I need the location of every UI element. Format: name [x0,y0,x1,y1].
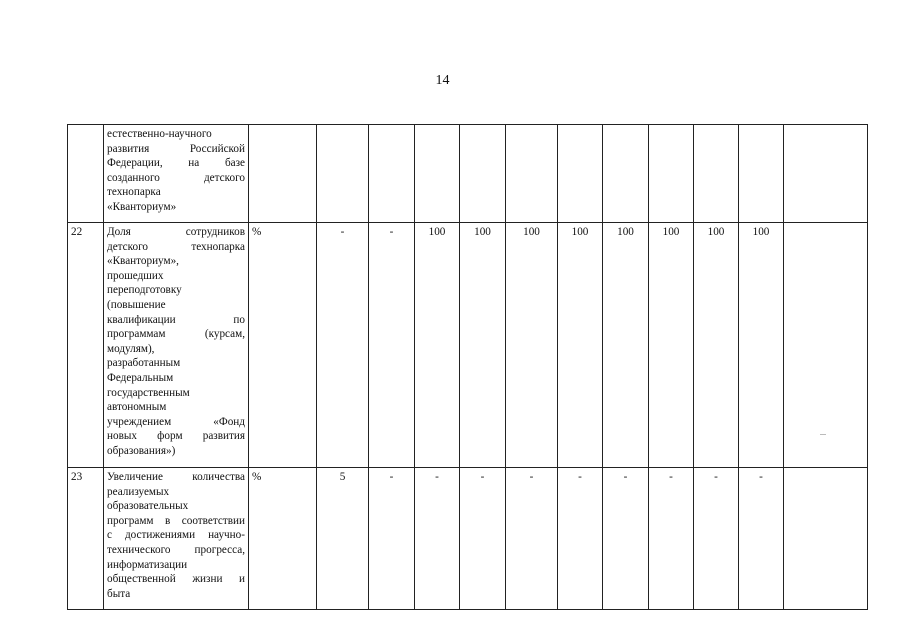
value-cell [784,223,868,468]
value-cell: 100 [558,223,603,468]
description-line: модулям), [107,342,155,355]
indicators-table [67,124,868,610]
row-number: 23 [68,468,104,610]
value-cell: - [558,468,603,610]
unit-cell: % [249,223,317,468]
description-line: программам (курсам, [107,328,245,341]
value-cell [784,125,868,223]
description-line: «Кванториум», [107,255,179,268]
indicator-description [104,125,249,223]
value-cell [649,125,694,223]
description-line: общественной жизни и [107,573,245,586]
value-cell: 100 [460,223,506,468]
description-line: реализуемых [107,485,170,498]
value-cell: 100 [694,223,739,468]
description-line: программ в соответствии [107,514,245,527]
value-cell [369,125,415,223]
description-line: быта [107,587,131,600]
value-cell: 100 [603,223,649,468]
value-cell: - [369,223,415,468]
table-row [68,223,868,468]
description-line: Федерации, на базе [107,157,245,170]
value-cell: 100 [415,223,460,468]
value-cell: - [415,468,460,610]
table-row [68,468,868,610]
indicator-description [104,223,249,468]
description-line: новых форм развития [107,430,245,443]
value-cell [784,468,868,610]
description-line: Федеральным [107,371,174,384]
row-number: 22 [68,223,104,468]
description-line: образовательных [107,500,189,513]
description-line: разработанным [107,357,181,370]
value-cell: - [369,468,415,610]
description-line: Доля сотрудников [107,226,245,238]
description-line: технопарка [107,186,161,199]
description-line: созданного детского [107,171,245,184]
description-line: естественно-научного [107,128,212,140]
description-line: переподготовку [107,284,182,297]
value-cell: 5 [317,468,369,610]
description-line: детского технопарка [107,240,245,253]
row-number [68,125,104,223]
value-cell: 100 [506,223,558,468]
unit-cell: % [249,468,317,610]
unit-cell [249,125,317,223]
description-line: «Кванториум» [107,200,177,213]
value-cell [739,125,784,223]
value-cell [415,125,460,223]
table-row [68,125,868,223]
page-number: 14 [435,73,450,88]
description-line: развития Российской [107,142,245,155]
value-cell: - [739,468,784,610]
value-cell: - [649,468,694,610]
value-cell: 100 [649,223,694,468]
value-cell: 100 [739,223,784,468]
description-line: с достижениями научно- [107,529,245,542]
description-line: прошедших [107,269,164,282]
description-line: технического прогресса, [107,543,245,556]
value-cell [506,125,558,223]
value-cell: - [460,468,506,610]
value-cell [460,125,506,223]
value-cell: - [694,468,739,610]
value-cell [558,125,603,223]
value-cell: - [317,223,369,468]
value-cell [694,125,739,223]
description-line: автономным [107,401,167,414]
value-cell: - [506,468,558,610]
description-line: (повышение [107,298,166,311]
description-line: квалификации по [107,313,245,326]
description-line: государственным [107,386,190,399]
table-body [68,125,868,610]
description-line: учреждением «Фонд [107,415,245,428]
description-line: Увеличение количества [107,471,245,483]
description-line: образования») [107,444,176,457]
description-line: информатизации [107,558,188,571]
scan-speck [820,434,826,435]
value-cell [603,125,649,223]
value-cell: - [603,468,649,610]
indicator-description [104,468,249,610]
value-cell [317,125,369,223]
